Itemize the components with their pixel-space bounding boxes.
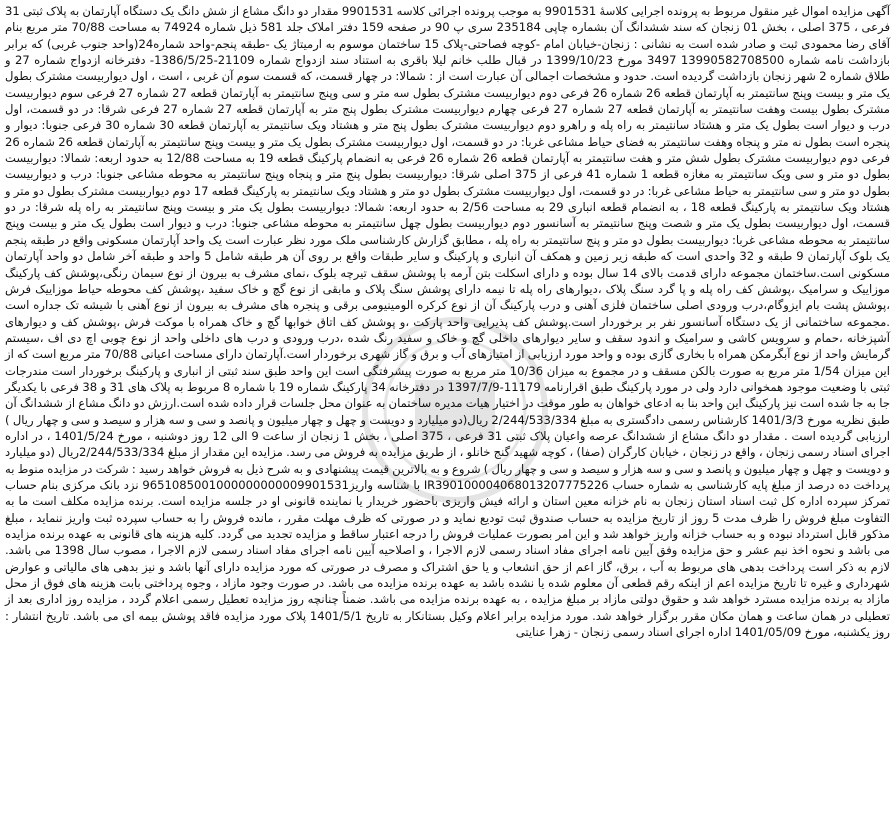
notice-body-text: آگهی مزایده اموال غیر منقول مربوط به پرونده اجرایی کلاسهٔ 9901531 به موجب پرونده اجرائی کلاسه 9901531 مقدار دو دانگ مشاع از شش دانگ یک دستگاه آپارتمان به پلاک ثبتی 31 فرعی ، 375 اصلی ، بخش 01 زنجان که سند ششدانگ آن بشماره چاپی 235184 سری پ 90 در صفحه 159 دفتر املاک جلد 581 ذیل شماره 74924 به مساحت 70/88 متر مربع بنام آقای رضا محمودی ثبت و صادر شده است به نشانی : زنجان-خیابان امام -کوچه فصاحتی-پلاک 15 ساختمان موسوم به ارمیتاژ یک -طبقه پنجم-واحد شماره24(واحد جنوب غربی) که برابر بازداشت نامه شماره 13990582708500 3497 مورخ 1399/10/23 در قبال طلب خانم لیلا باقری به استناد سند ازدواج شماره 21109-1386/5/25- دفترخانه ازدواج شماره 27 و طلاق شماره 2 شهر زنجان بازداشت گردیده است. حدود و مشخصات اجمالی آن عبارت است از : شمالا: در چهار قسمت، که قسمت سوم آن غربی ، است ، اول دیواربیست مشترک بطول یک متر و بیست وپنج سانتیمتر به آپارتمان قطعه 26 شماره 26 فرعی دوم دیواربیست مشترک بطول سه متر و سی وپنج سانتیمتر به آپارتمان قطعه 27 شماره 27 فرعی سوم دیواربیست مشترک بطول بیست وهفت سانتیمتر به آپارتمان قطعه 27 شماره 27 فرعی چهارم دیواربیست مشترک بطول پنج متر به آپارتمان قطعه 27 شماره 27 فرعی شرقا: در دو قسمت، اول درب و دیوار است بطول یک متر و هشتاد سانتیمتر به راه پله و راهرو دوم دیواربیست مشترک بطول پنج متر و هشتاد ویک سانتیمتر به آپارتمان قطعه 30 شماره 30 فرعی جنوبا: دیوار و پنجره است بطول نه متر و پنجاه وهفت سانتیمتر به فضای حیاط مشاعی غربا: در دو قسمت، اول دیواربیست مشترک بطول یک متر و بیست وپنج سانتیمتر به آپارتمان قطعه 26 شماره 26 فرعی دوم دیواربیست مشترک بطول شش متر و هفت سانتیمتر به آپارتمان قطعه 26 شماره 26 فرعی به انضمام پارکینگ قطعه 19 به مساحت 12/88 به حدود اربعه: شمالا: دیواربیست بطول دو متر و سی ویک سانتیمتر به مغازه قطعه 1 شماره 41 فرعی از 375 اصلی شرقا: دیواربیست بطول پنج متر و پنجاه وپنج سانتیمتر به محوطه مشاعی جنوبا: درب و دیواربیست بطول دو متر و سی سانتیمتر به حیاط مشاعی غربا: در دو قسمت، اول دیواربیست مشترک بطول دو متر و هشتاد ویک سانتیمتر به پارکینگ قطعه 17 دوم دیواربیست مشترک بطول دو متر و هشتاد ویک سانتیمتر به پارکینگ قطعه 18 ، به انضمام قطعه انباری 29 به مساحت 2/56 به حدود اربعه: شمالا: دیواربیست بطول یک متر و بیست وپنج سانتیمتر به راه پله شرقا: در دو قسمت، اول دیواربیست بطول یک متر و شصت وپنج سانتیمتر به آسانسور دوم دیواربیست بطول چهل سانتیمتر به محوطه مشاعی جنوبا: درب و دیوار است بطول یک متر و بیست وپنج سانتیمتر به محوطه مشاعی غربا: دیواربیست بطول دو متر و پنج سانتیمتر به راه پله ، مطابق گزارش کارشناسی ملک مورد نظر عبارت است یک واحد آپارتمان مسکونی واقع در طبقه پنجم یک بلوک آپارتمان 9 طبقه و 32 واحدی است که طبقه زیر زمین و همکف آن انباری و پارکینگ و سایر طبقات واقع بر روی آن هر طبقه شامل 5 واحد و طبقه آخر شامل دو واحد آپارتمان مسکونی است.ساختمان مجموعه دارای قدمت بالای 14 سال بوده و دارای اسکلت بتن آرمه با پوشش سقف تیرچه بلوک ،نمای مشرف به بیرون از نوع سیمان رنگی،پوشش کف پارکینگ موزاییک و سرامیک ،پوشش کف راه پله و پا گرد سنگ پلاک ،دیوارهای راه پله تا نیمه دارای پوشش سنگ پلاک و مابقی از نوع گچ و خاک سفید ،پوشش کف محوطه حیاط موزاییک فرش ،پوشش پشت بام ایزوگام،درب ورودی اصلی ساختمان فلزی آهنی و درب پارکینگ آن از نوع کرکره الومینیومی برقی و پنجره های مشرف به بیرون از نوع آهنی با شیشه تک جداره است .مجموعه ساختمانی از یک دستگاه آسانسور نفر بر برخوردار است.پوشش کف پذیرایی واحد پارکت ،و پوشش کف اتاق خوابها گچ و خاک همراه با موکت فرش ،پوشش کف و دیوارهای آشپزخانه ،حمام و سرویس کاشی و سرامیک و اندود سقف و سایر دیوارهای داخلی گچ و خاک و سفید رنگ شده ،درب ورودی و درب های داخلی واحد از نوع چوبی اچ دی اف ،سیستم گرمایش واحد از نوع آبگرمکن همراه با بخاری گازی بوده و واحد مورد ارزیابی از امتیازهای آب و برق و گاز شهری برخوردار است.آپارتمان دارای مساحت اعیانی 70/88 متر مربع است که از این میزان 1/54 متر مربع به صورت بالکن مسقف و در مجموع به میزان 10/36 متر مربع به صورت پیشرفتگی است این واحد طبق سند ثبتی از انباری و پارکینگ برخوردار است مندرجات ثبتی با وضعیت موجود همخوانی دارد ولی در مورد پارکینگ طبق اقرارنامه 11179-1397/7/9 در دفترخانه 34 پارکینگ شماره 19 با شماره 8 مربوط به پلاک های 31 و 38 فرعی با یکدیگر جا به جا شده است نیز پارکینگ این واحد بنا به ادعای خواهان به طور موقت در اختیار هیات مدیره ساختمان به عنوان محل جلسات قرار داده شده است.ارزش دو دانگ مشاع از ششدانگ آن طبق نظریه مورخ 1401/3/3 کارشناس رسمی دادگستری به مبلغ 2/244/533/334 ریال(دو میلیارد و دویست و چهل و چهار میلیون و پانصد و سی و سه هزار و سیصد و سی و چهار ریال ) ارزیابی گردیده است . مقدار دو دانگ مشاع از ششدانگ عرصه واعیان پلاک ثبتی 31 فرعی ، 375 اصلی ، بخش 1 زنجان از ساعت 9 الی 12 روز دوشنبه ، مورخ 1401/5/24 ، در اداره اجرای اسناد رسمی زنجان ، واقع در زنجان ، خیابان کارگران (صفا) ، کوچه شهید گنج خانلو ، از طریق مزایده به فروش می رسد. مزایده این مقدار از مبلغ 2/244/533/334ریال (دو میلیارد و دویست و چهل و چهار میلیون و پانصد و سی و سه هزار و سیصد و سی و چهار ریال ) شروع و به بالاترین قیمت پیشنهادی و به شرح ذیل به فروش خواهد رسید : شرکت در مزایده منوط به پرداخت ده درصد از مبلغ پایه کارشناسی به شماره حساب IR390100004068013207775226 با شناسه واریز9651085001000000000009901531 نزد بانک مرکزی بنام حساب تمرکز سپرده اداره کل ثبت اسناد استان زنجان به نام خزانه معین استان و ارائه فیش واریزی باحضور خریدار یا نماینده قانونی او در جلسه مزایده است. برنده مزایده مکلف است ما به التفاوت مبلغ فروش را ظرف مدت 5 روز از تاریخ مزایده به حساب صندوق ثبت تودیع نماید و در صورتی که ظرف مهلت مقرر ، مانده فروش را به حساب سپرده ثبت واریز ننماید ، مبلغ مذکور قابل استرداد نبوده و به حساب خزانه واریز خواهد شد و این امر بصورت عملیات فروش را درجه اعتبار ساقط و مزایده تجدید می گردد. کلیه هزینه های قانونی به عهده برنده مزایده می باشد و نحوه اخذ نیم عشر و حق مزایده وفق آیین نامه اجرای مفاد اسناد رسمی لازم الاجرا ، و اصلاحیه آیین نامه اجرای مفاد اسناد رسمی لازم الاجرا ، مصوب سال 1398 می باشد. لازم به ذکر است پرداخت بدهی های مربوط به آب ، برق، گاز اعم از حق انشعاب و یا حق اشتراک و مصرف در صورتی که مورد مزایده دارای آنها باشد و نیز بدهی های مالیاتی و عوارض شهرداری و غیره تا تاریخ مزایده اعم از اینکه رقم قطعی آن معلوم شده یا نشده باشد به عهده برنده مزایده می باشد. در صورت وجود مازاد ، وجوه پرداختی بابت هزینه های فوق از محل مازاد به برنده مزایده مسترد خواهد شد و حقوق دولتی مازاد بر مبلغ مزایده ، به عهده برنده مزایده می باشد. ضمناً چنانچه روز مزایده تعطیل رسمی اعلام گردد ، مزایده روز اداری بعد از تعطیلی در همان ساعت و همان مکان مقرر برگزار خواهد شد. مورد مزایده برابر اعلام وکیل بستانکار به تاریخ 1401/5/1 پلاک مورد مزایده فاقد پوشش بیمه ای می باشد. تاریخ انتشار : روز یکشنبه، مورخ 1401/05/09 اداره اجرای اسناد رسمی زنجان - زهرا عنایتی xyxy=(5,4,891,640)
